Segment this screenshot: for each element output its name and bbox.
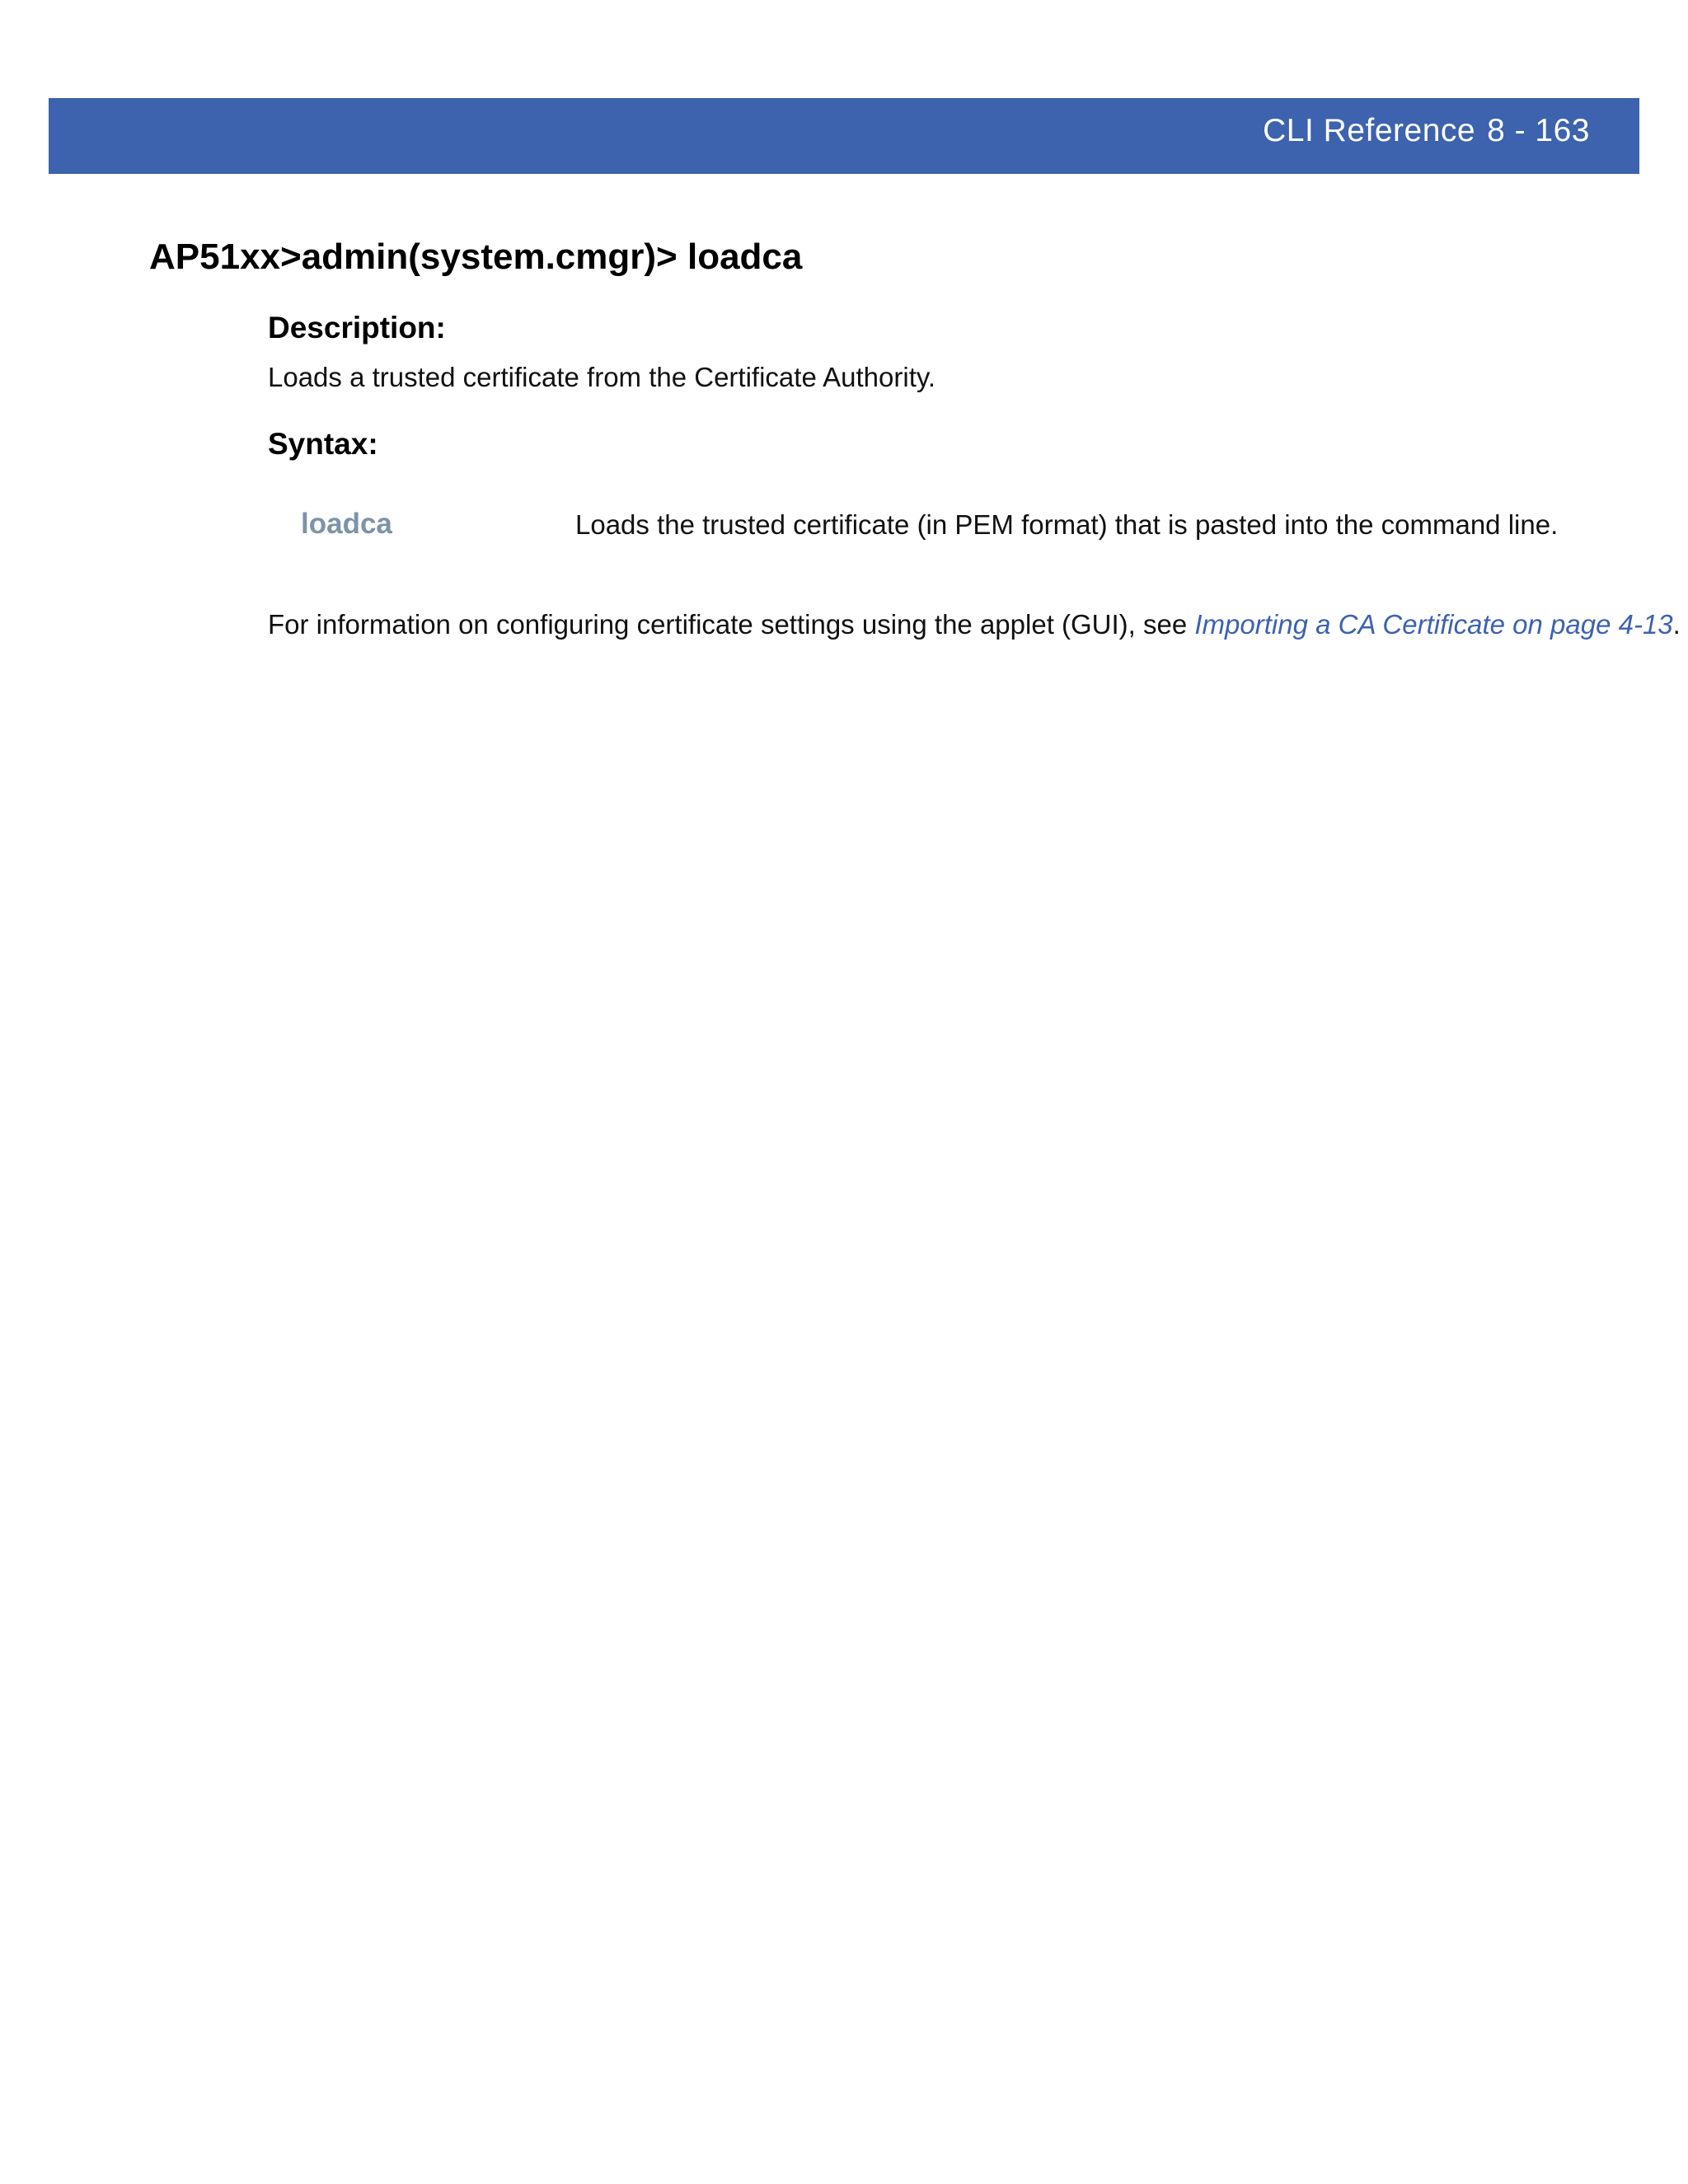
running-header (1263, 115, 1590, 147)
cross-reference-link[interactable]: Importing a CA Certificate on page 4-13 (1194, 609, 1673, 640)
info-paragraph (268, 611, 1681, 638)
command-title: AP51xx>admin(system.cmgr)> loadca (149, 237, 803, 277)
description-text: Loads a trusted certificate from the Certificate Authority. (268, 362, 936, 392)
header-page-number: 8 - 163 (1487, 113, 1590, 148)
syntax-description: Loads the trusted certificate (in PEM format) that is pasted into the command line. (575, 509, 1559, 540)
syntax-heading: Syntax: (268, 427, 378, 461)
info-text: For information on configuring certificate settings using the applet (GUI), see (268, 609, 1195, 640)
page-header-bar (49, 98, 1639, 174)
header-section-title: CLI Reference (1263, 113, 1476, 148)
syntax-row (268, 509, 1587, 551)
info-text-end: . (1672, 609, 1681, 640)
syntax-keyword: loadca (301, 508, 392, 540)
description-heading: Description: (268, 311, 446, 344)
